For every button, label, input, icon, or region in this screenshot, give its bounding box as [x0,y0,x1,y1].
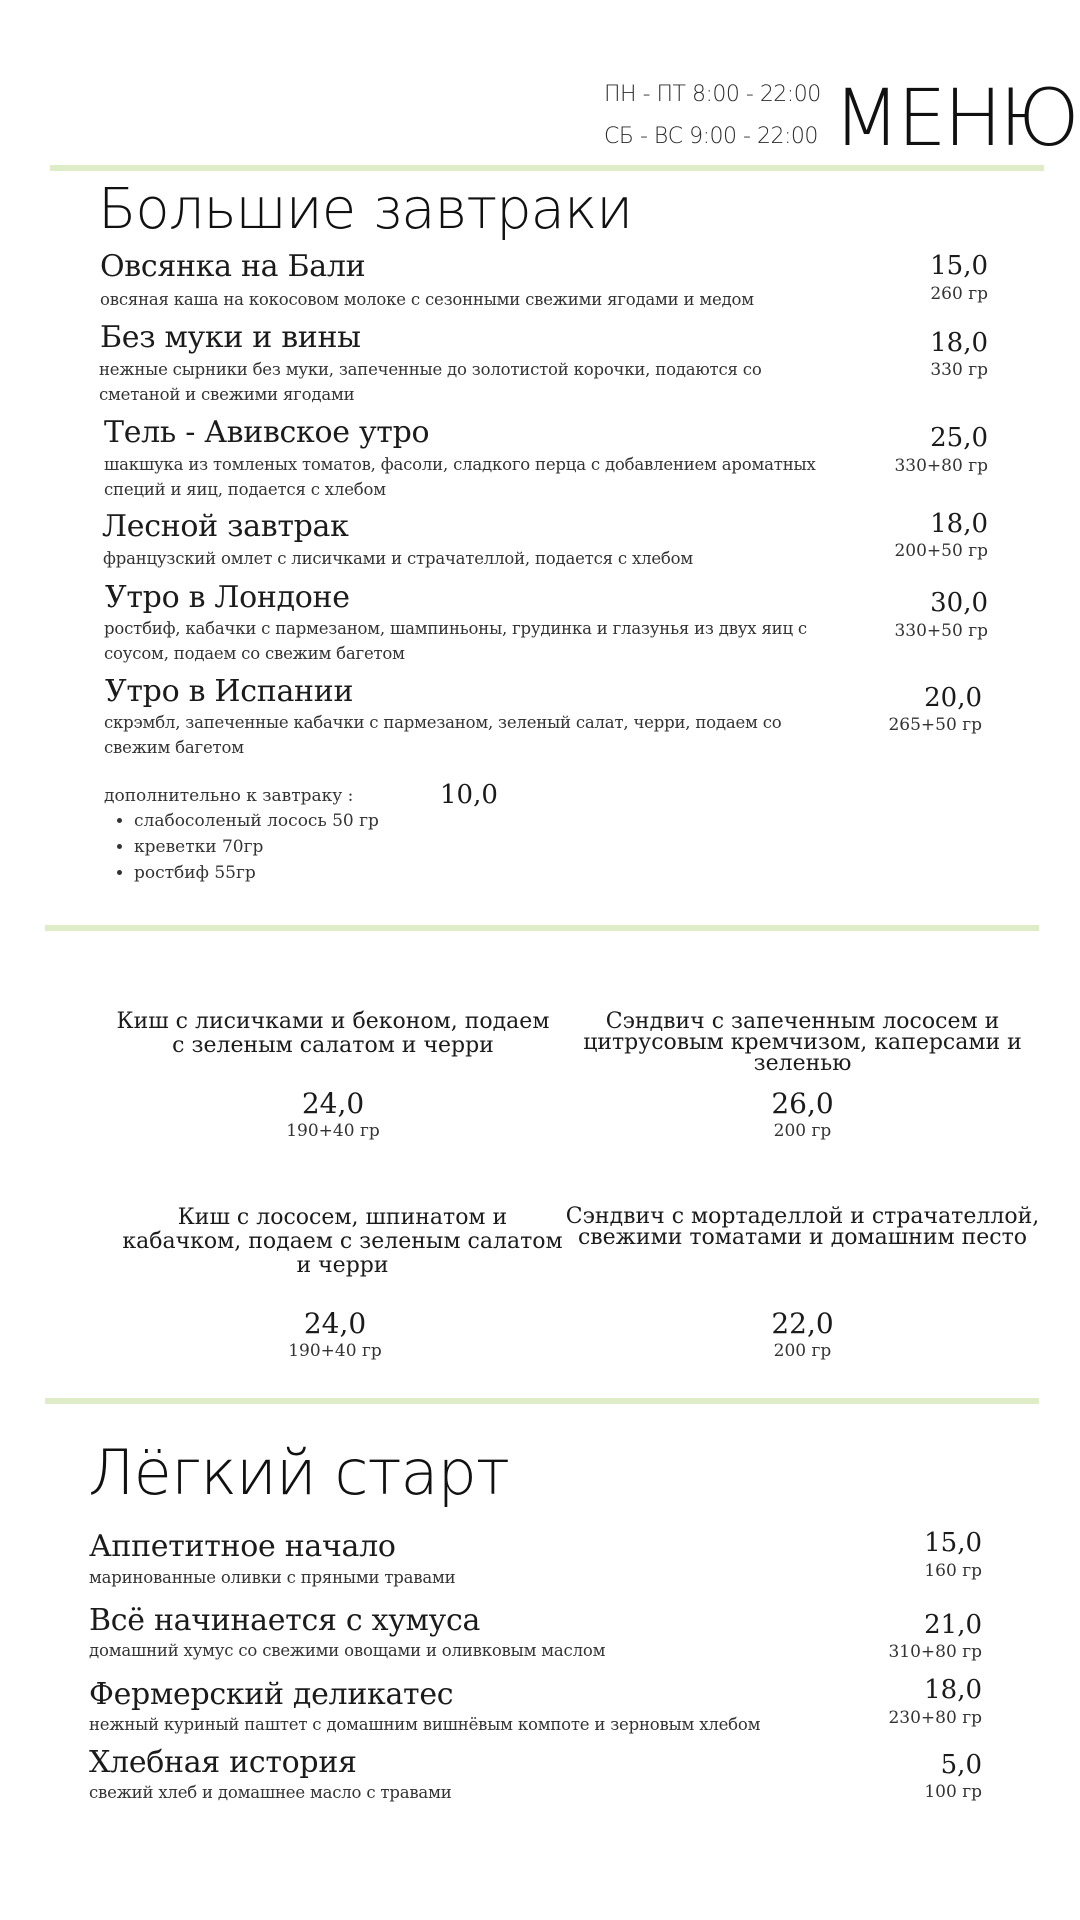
menu-item-weight: 260 гр [930,284,988,304]
menu-item-name: Хлебная история [89,1745,357,1780]
menu-item-price: 20,0 [924,683,982,713]
grid-item-weight: 200 гр [773,1121,832,1141]
menu-item-name: Утро в Испании [105,674,354,709]
menu-item-name: Утро в Лондоне [105,580,350,615]
menu-item-weight: 265+50 гр [888,715,982,735]
menu-item-desc: французский омлет с лисичками и страчателлой, подается с хлебом [103,549,694,568]
menu-item-weight: 200+50 гр [894,541,988,561]
menu-item-name: Фермерский деликатес [89,1677,454,1712]
extras-list [104,808,379,886]
menu-item-price: 18,0 [930,328,988,358]
menu-item-price: 15,0 [930,251,988,281]
menu-item-name: Аппетитное начало [89,1529,396,1564]
divider-top [50,165,1044,171]
menu-item-price: 21,0 [924,1610,982,1640]
extras-item: • ростбиф 55гр [134,860,379,886]
menu-item-name: Без муки и вины [100,320,361,355]
menu-item-price: 25,0 [930,423,988,453]
grid-item-name: Киш с лососем, шпинатом и кабачком, подаем с зеленым салатом и черри [122,1205,563,1278]
menu-item-name: Лесной завтрак [102,509,349,544]
menu-item-weight: 230+80 гр [888,1708,982,1728]
menu-item-weight: 330 гр [930,360,988,380]
extras-price: 10,0 [440,780,498,810]
menu-item-desc: свежий хлеб и домашнее масло с травами [89,1783,452,1802]
grid-item-name: Сэндвич с запеченным лососем и цитрусовым кремчизом, каперсами и зеленью [583,1009,1022,1076]
menu-item-name: Тель - Авивское утро [104,415,430,450]
divider-middle [45,925,1039,931]
menu-item-price: 18,0 [924,1675,982,1705]
menu-item-price: 5,0 [940,1750,982,1780]
extras-label: дополнительно к завтраку : [104,786,354,806]
grid-item-name: Киш с лисичками и беконом, подаем с зеленым салатом и черри [116,1009,550,1058]
grid-item-weight: 200 гр [773,1341,832,1361]
section-title-light-start: Лёгкий старт [88,1436,509,1509]
menu-item-desc: шакшука из томленых томатов, фасоли, сладкого перца с добавлением ароматных специй и яиц, подается с хлебом [104,455,816,499]
menu-item-desc: ростбиф, кабачки с пармезаном, шампиньоны, грудинка и глазунья из двух яиц с соусом, подаем со свежим багетом [104,619,807,663]
grid-item-weight: 190+40 гр [288,1341,382,1361]
menu-item-weight: 100 гр [924,1782,982,1802]
grid-item-name: Сэндвич с мортаделлой и страчателлой, свежими томатами и домашним песто [565,1204,1040,1250]
grid-item-price: 26,0 [771,1087,834,1120]
menu-item-weight: 330+80 гр [894,456,988,476]
section-title-big-breakfasts: Большие завтраки [98,177,633,242]
menu-item-desc: овсяная каша на кокосовом молоке с сезонными свежими ягодами и медом [100,290,754,309]
menu-item-weight: 330+50 гр [894,621,988,641]
extras-item: • креветки 70гр [134,834,379,860]
menu-item-desc: маринованные оливки с пряными травами [89,1568,456,1587]
menu-item-desc: нежный куриный паштет с домашним вишнёвым компоте и зерновым хлебом [89,1715,761,1734]
menu-item-weight: 160 гр [924,1561,982,1581]
grid-item-price: 24,0 [301,1087,365,1120]
hours-weekend: СБ - ВС 9:00 - 22:00 [604,124,818,149]
hours-weekdays: ПН - ПТ 8:00 - 22:00 [604,82,821,107]
grid-item-weight: 190+40 гр [286,1121,380,1141]
menu-item-weight: 310+80 гр [888,1642,982,1662]
menu-item-price: 18,0 [930,509,988,539]
menu-item-price: 15,0 [924,1528,982,1558]
menu-item-name: Всё начинается с хумуса [89,1603,481,1638]
menu-item-desc: домашний хумус со свежими овощами и оливковым маслом [89,1641,606,1660]
divider-bottom [45,1398,1039,1404]
extras-item: • слабосоленый лосось 50 гр [134,808,379,834]
menu-item-desc: скрэмбл, запеченные кабачки с пармезаном, зеленый салат, черри, подаем со свежим багетом [104,713,782,757]
grid-item-price: 24,0 [303,1307,367,1340]
menu-title: МЕНЮ [833,74,1077,164]
menu-item-name: Овсянка на Бали [100,249,366,284]
menu-item-price: 30,0 [930,588,988,618]
grid-item-price: 22,0 [771,1307,834,1340]
menu-item-desc: нежные сырники без муки, запеченные до золотистой корочки, подаются со сметаной и свежими ягодами [99,360,762,404]
